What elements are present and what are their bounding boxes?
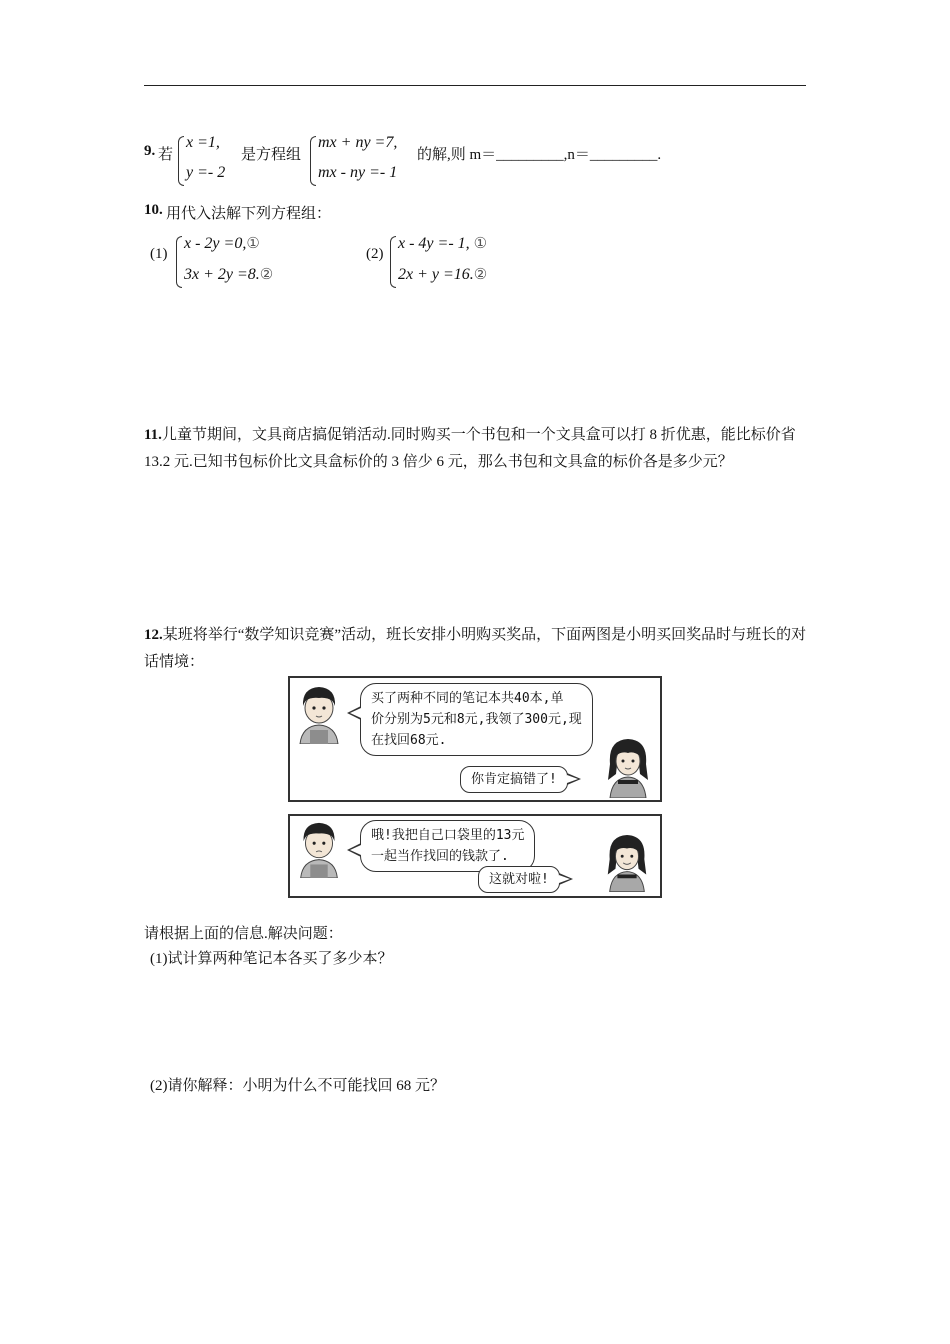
q10-part1-brace — [176, 236, 182, 288]
q9-prefix: 若 — [158, 147, 174, 163]
header-rule — [144, 85, 806, 86]
q12-number: 12. — [144, 627, 163, 643]
q9-solution-line2: y =- 2 — [186, 164, 226, 181]
question-12 — [144, 622, 809, 676]
equation-mark-2: ② — [473, 267, 488, 283]
q11-text: 儿童节期间，文具商店搞促销活动.同时购买一个书包和一个文具盒可以打 8 折优惠，能比标价省 13.2 元.已知书包标价比文具盒标价的 3 倍少 6 元，那么书包和文具盒的标价各是多少元？ — [144, 427, 796, 470]
question-11 — [144, 422, 809, 476]
q9-number: 9. — [144, 143, 156, 159]
q10-part1-label: (1) — [150, 246, 168, 262]
equation-mark-1: ① — [246, 236, 260, 252]
q10-part2-line2: 2x + y =16.② — [398, 266, 488, 283]
q10-part2-line1: x - 4y =- 1, ① — [398, 235, 488, 252]
q12-prompt: 请根据上面的信息.解决问题： — [144, 926, 343, 942]
q12-text: 某班将举行“数学知识竞赛”活动，班长安排小明购买奖品，下面两图是小明买回奖品时与班长的对话情境： — [144, 627, 807, 670]
dialogue-panel-2 — [288, 814, 662, 898]
equation-mark-2: ② — [259, 267, 274, 283]
dialogue-panel-1 — [288, 676, 662, 802]
equation-mark-1: ① — [473, 236, 488, 252]
q10-part1-line2: 3x + 2y =8.② — [184, 266, 274, 283]
q11-number: 11. — [144, 427, 162, 443]
girl-monitor-icon — [602, 734, 654, 798]
q10-text: 用代入法解下列方程组： — [166, 206, 332, 222]
boy-xiaoming-icon — [296, 820, 342, 878]
q9-middle-text: 是方程组 — [241, 147, 302, 163]
girl-monitor-icon — [602, 830, 652, 892]
monitor-speech-bubble-1: 你肯定搞错了! — [460, 766, 568, 793]
q10-number: 10. — [144, 202, 163, 218]
q9-system-line1: mx + ny =7, — [318, 134, 398, 151]
q10-part2-brace — [390, 236, 396, 288]
q9-solution-line1: x =1, — [186, 134, 220, 151]
q9-solution-brace — [178, 136, 184, 186]
q9-system-line2: mx - ny =- 1 — [318, 164, 398, 181]
q10-part1-line1: x - 2y =0,① — [184, 235, 260, 252]
q9-system-brace — [310, 136, 316, 186]
q10-part2-label: (2) — [366, 246, 384, 262]
q9-answer-blanks: 的解,则 m＝_________,n＝_________. — [417, 147, 662, 163]
q12-subquestion-2: (2)请你解释：小明为什么不可能找回 68 元？ — [150, 1078, 445, 1094]
xiaoming-speech-bubble-2: 哦!我把自己口袋里的13元 一起当作找回的钱款了. — [360, 820, 535, 872]
xiaoming-speech-bubble-1: 买了两种不同的笔记本共40本,单 价分别为5元和8元,我领了300元,现 在找回68元. — [360, 683, 593, 756]
boy-xiaoming-icon — [296, 684, 342, 744]
q12-subquestion-1: (1)试计算两种笔记本各买了多少本？ — [150, 951, 393, 967]
monitor-speech-bubble-2: 这就对啦! — [478, 866, 560, 893]
